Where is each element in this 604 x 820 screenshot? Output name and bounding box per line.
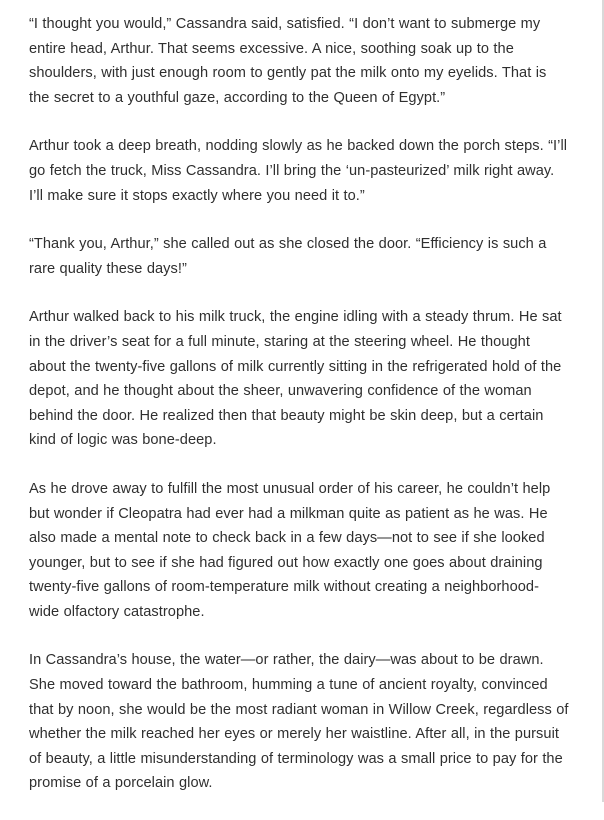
story-paragraph: Arthur walked back to his milk truck, the engine idling with a steady thrum. He sat in the driver’s seat for a full minute, staring at the steering wheel. He thought about the twenty-five gallons of milk currently sitting in the refrigerated hold of the depot, and he thought about the sheer, unwavering confidence of the woman behind the door. He realized then that beauty might be skin deep, but a certain kind of logic was bone-deep.: [29, 309, 562, 449]
story-paragraph: “Thank you, Arthur,” she called out as she closed the door. “Efficiency is such a rare quality these days!”: [29, 236, 547, 277]
story-paragraph: Arthur took a deep breath, nodding slowly as he backed down the porch steps. “I’ll go fetch the truck, Miss Cassandra. I’ll bring the ‘un-pasteurized’ milk right away. I’ll make sure it stops exactly where you need it to.”: [29, 138, 568, 204]
story-body: [29, 12, 569, 820]
story-paragraph: In Cassandra’s house, the water—or rather, the dairy—was about to be drawn. She moved toward the bathroom, humming a tune of ancient royalty, convinced that by noon, she would be the most radiant woman in Willow Creek, regardless of whether the milk reached her eyes or merely her waistline. After all, in the pursuit of beauty, a little misunderstanding of terminology was a small price to pay for the promise of a porcelain glow.: [29, 652, 569, 792]
story-paragraph: “I thought you would,” Cassandra said, satisfied. “I don’t want to submerge my entire head, Arthur. That seems excessive. A nice, soothing soak up to the shoulders, with just enough room to gently pat the milk onto my eyelids. That is the secret to a youthful gaze, according to the Queen of Egypt.”: [29, 16, 547, 106]
story-paragraph: As he drove away to fulfill the most unusual order of his career, he couldn’t help but wonder if Cleopatra had ever had a milkman quite as patient as he was. He also made a mental note to check back in a few days—not to see if she looked younger, but to see if she had figured out how exactly one goes about draining twenty-five gallons of room-temperature milk without creating a neighborhood-wide olfactory catastrophe.: [29, 480, 551, 620]
